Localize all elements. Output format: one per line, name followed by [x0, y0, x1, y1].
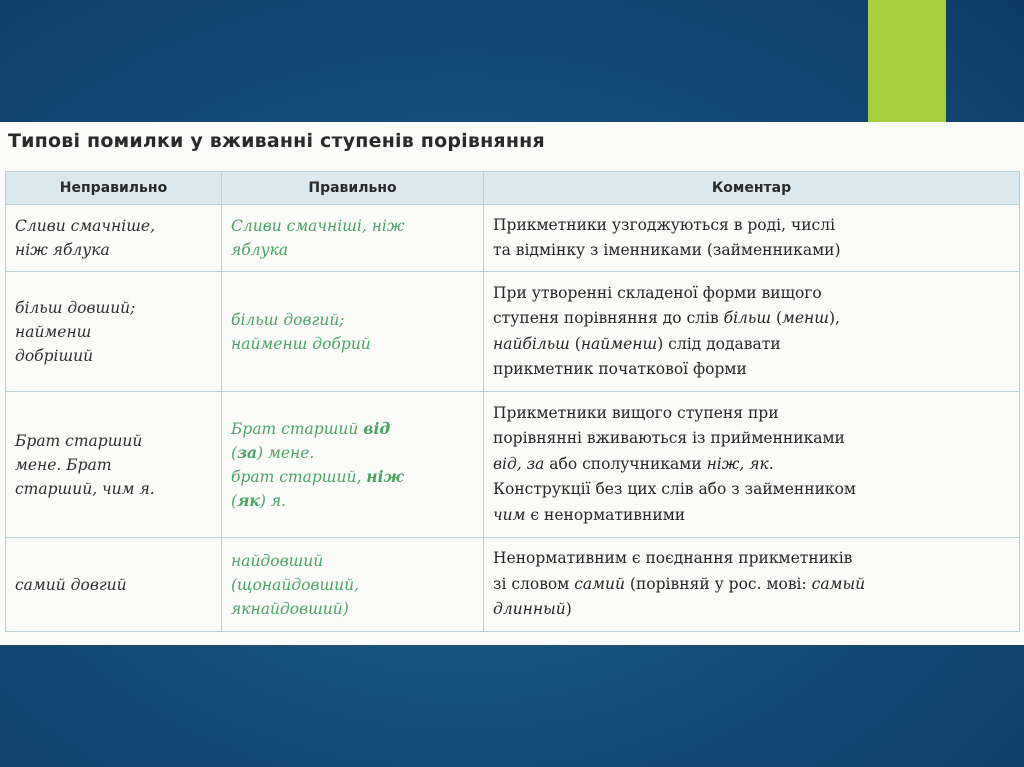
text-span: як	[237, 490, 260, 510]
text-span: є ненормативними	[525, 505, 686, 524]
text-line: яблука	[231, 241, 289, 259]
text-span: чим	[493, 505, 526, 524]
cell-comment	[484, 538, 1020, 632]
table-row	[6, 538, 1020, 632]
text-line	[493, 452, 1010, 478]
text-line: Конструкції без цих слів або з займенником	[493, 480, 856, 499]
text-line	[493, 597, 1010, 623]
text-line: Сливи смачніше,	[15, 217, 156, 235]
text-span: ),	[828, 309, 840, 327]
text-line: Прикметники узгоджуються в роді, числі	[493, 215, 836, 234]
slide-content	[0, 122, 1024, 645]
text-span: (	[771, 309, 783, 327]
text-span: ) я.	[259, 491, 287, 510]
text-line: прикметник початкової форми	[493, 360, 747, 378]
text-span: ) мене.	[257, 443, 315, 462]
text-span: найменш	[580, 334, 658, 353]
cell-right	[222, 272, 484, 392]
table-header-row	[6, 172, 1020, 205]
text-line	[231, 417, 474, 441]
text-line: найдовший	[231, 551, 324, 570]
text-span: ніж	[366, 466, 404, 486]
text-span: від	[363, 418, 391, 438]
cell-right	[222, 205, 484, 272]
text-span: менш	[782, 309, 829, 327]
text-line	[231, 465, 474, 489]
text-line: порівнянні вживаються із прийменниками	[493, 429, 845, 448]
text-line	[493, 572, 1010, 598]
text-span: більш	[723, 309, 772, 327]
text-line: Прикметники вищого ступеня при	[493, 403, 779, 422]
cell-wrong	[6, 392, 222, 538]
comparison-table	[5, 171, 1020, 632]
header-wrong: Неправильно	[6, 172, 222, 205]
text-line: якнайдовший)	[231, 599, 349, 618]
text-span: ) слід додавати	[657, 334, 781, 353]
text-line: найменш	[15, 322, 92, 341]
text-line: більш довгий;	[231, 310, 345, 329]
text-line: ніж яблука	[15, 241, 110, 259]
text-line	[231, 441, 474, 465]
text-span: ніж, як.	[706, 454, 774, 473]
text-span: длинный	[493, 600, 566, 619]
text-span: від, за	[493, 454, 545, 473]
cell-wrong	[6, 272, 222, 392]
cell-right	[222, 392, 484, 538]
text-span: або сполучниками	[544, 454, 707, 473]
cell-comment	[484, 272, 1020, 392]
text-line: найменш добрий	[231, 334, 371, 353]
cell-comment	[484, 205, 1020, 272]
text-line	[493, 503, 1010, 529]
page-title: Типові помилки у вживанні ступенів порівняння	[8, 130, 545, 152]
text-span: )	[565, 600, 572, 619]
text-line: Сливи смачніші, ніж	[231, 217, 405, 235]
text-span: брат старший,	[231, 467, 367, 486]
text-span: ступеня порівняння до слів	[493, 309, 724, 327]
text-span: самий	[574, 574, 625, 593]
header-right: Правильно	[222, 172, 484, 205]
text-line: мене. Брат	[15, 455, 112, 474]
text-span: (порівняй у рос. мові:	[625, 574, 812, 593]
cell-wrong	[6, 538, 222, 632]
text-line: При утворенні складеної форми вищого	[493, 283, 822, 302]
text-span: зі словом	[493, 574, 575, 593]
text-span: найбільш	[493, 334, 570, 353]
text-line	[493, 306, 1010, 332]
text-line	[493, 332, 1010, 358]
text-line: самий довгий	[15, 575, 127, 594]
header-comment: Коментар	[484, 172, 1020, 205]
text-line: Ненормативним є поєднання прикметників	[493, 549, 853, 568]
text-span: за	[237, 442, 257, 462]
text-line: (щонайдовший,	[231, 575, 360, 594]
text-line: Брат старший	[15, 431, 143, 450]
cell-comment	[484, 392, 1020, 538]
text-line: добріший	[15, 346, 94, 365]
text-span: (	[231, 443, 238, 462]
text-span: (	[231, 491, 238, 510]
text-span: (	[569, 334, 581, 353]
cell-right	[222, 538, 484, 632]
text-line	[231, 489, 474, 513]
accent-bar	[868, 0, 946, 122]
table-row	[6, 272, 1020, 392]
text-span: самый	[811, 574, 866, 593]
table-row	[6, 205, 1020, 272]
cell-wrong	[6, 205, 222, 272]
text-line: старший, чим я.	[15, 479, 155, 498]
text-line: та відмінку з іменниками (займенниками)	[493, 241, 841, 259]
text-span: Брат старший	[231, 419, 364, 438]
table-row	[6, 392, 1020, 538]
text-line: більш довший;	[15, 298, 136, 317]
